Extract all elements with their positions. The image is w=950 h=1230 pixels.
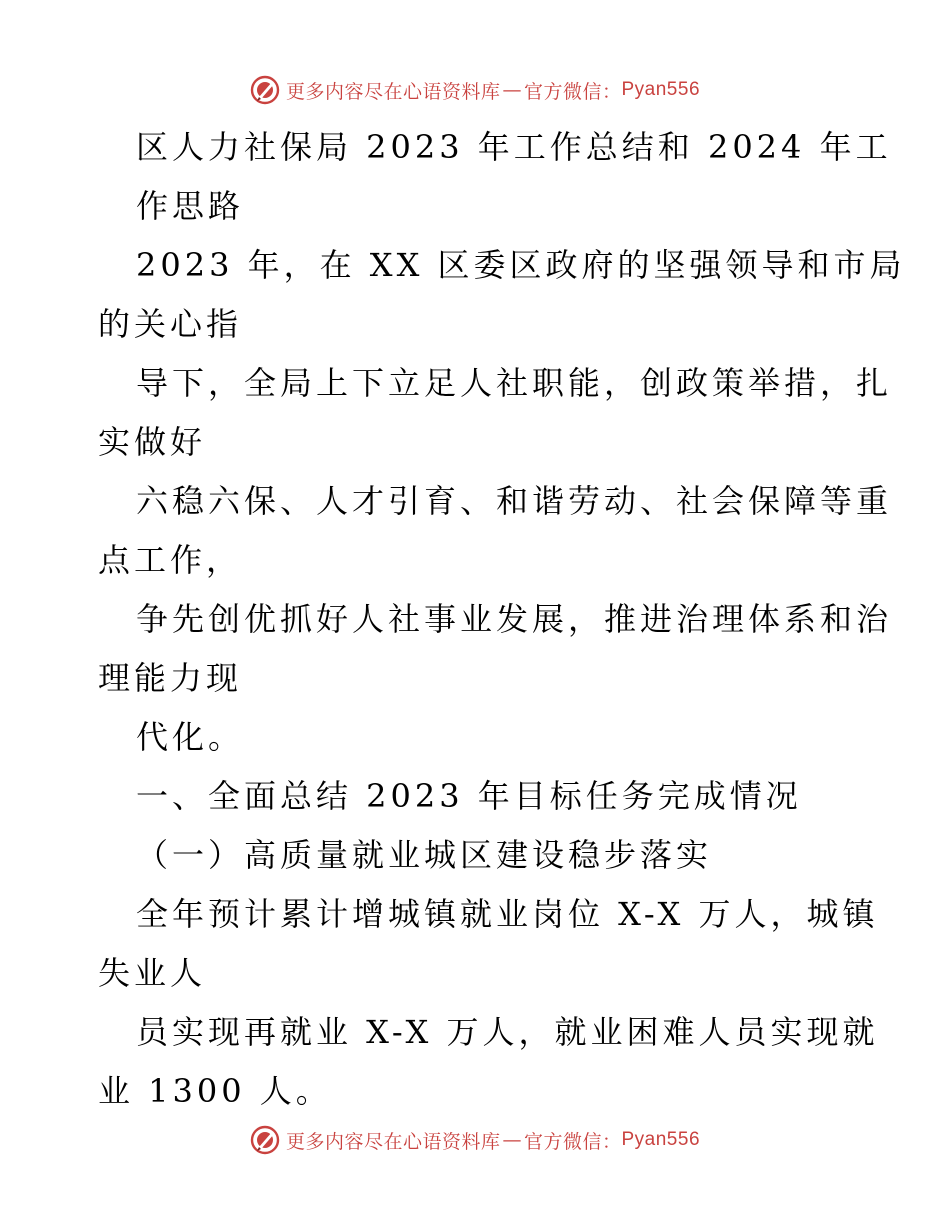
text-line: 区人力社保局 2023 年工作总结和 2024 年工 (136, 128, 892, 166)
watermark-brand: 更多内容尽在心语资料库 (285, 1130, 501, 1153)
text-line: 代化。 (136, 718, 245, 756)
document-body (98, 118, 906, 1121)
watermark-label: 官方微信： (523, 1130, 622, 1153)
text-line: 作思路 (136, 187, 245, 225)
watermark-header (0, 70, 950, 110)
text-line: 业 1300 人。 (98, 1072, 332, 1110)
text-line: 导下，全局上下立足人社职能，创政策举措，扎 (136, 364, 893, 402)
pen-logo-icon (250, 1125, 280, 1155)
text-line: 员实现再就业 X-X 万人，就业困难人员实现就 (136, 1013, 879, 1051)
watermark-account: Pyan556 (621, 79, 701, 100)
watermark-footer (0, 1120, 950, 1160)
watermark-separator: — (502, 79, 522, 101)
watermark-brand: 更多内容尽在心语资料库 (285, 80, 501, 103)
text-line: 失业人 (98, 954, 207, 992)
text-line: 理能力现 (98, 659, 243, 697)
text-line: 的关心指 (98, 305, 243, 343)
text-line: 全年预计累计增城镇就业岗位 X-X 万人，城镇 (136, 895, 879, 933)
text-line: （一）高质量就业城区建设稳步落实 (136, 836, 713, 874)
pen-logo-icon (250, 75, 280, 105)
text-line: 点工作， (98, 541, 243, 579)
text-line: 六稳六保、人才引育、和谐劳动、社会保障等重 (136, 482, 893, 520)
text-line: 2023 年，在 XX 区委区政府的坚强领导和市局 (136, 246, 906, 284)
text-line: 一、全面总结 2023 年目标任务完成情况 (136, 777, 802, 815)
watermark-account: Pyan556 (621, 1129, 701, 1150)
text-line: 争先创优抓好人社事业发展，推进治理体系和治 (136, 600, 893, 638)
text-line: 实做好 (98, 423, 207, 461)
watermark-separator: — (502, 1129, 522, 1151)
watermark-label: 官方微信： (523, 80, 622, 103)
